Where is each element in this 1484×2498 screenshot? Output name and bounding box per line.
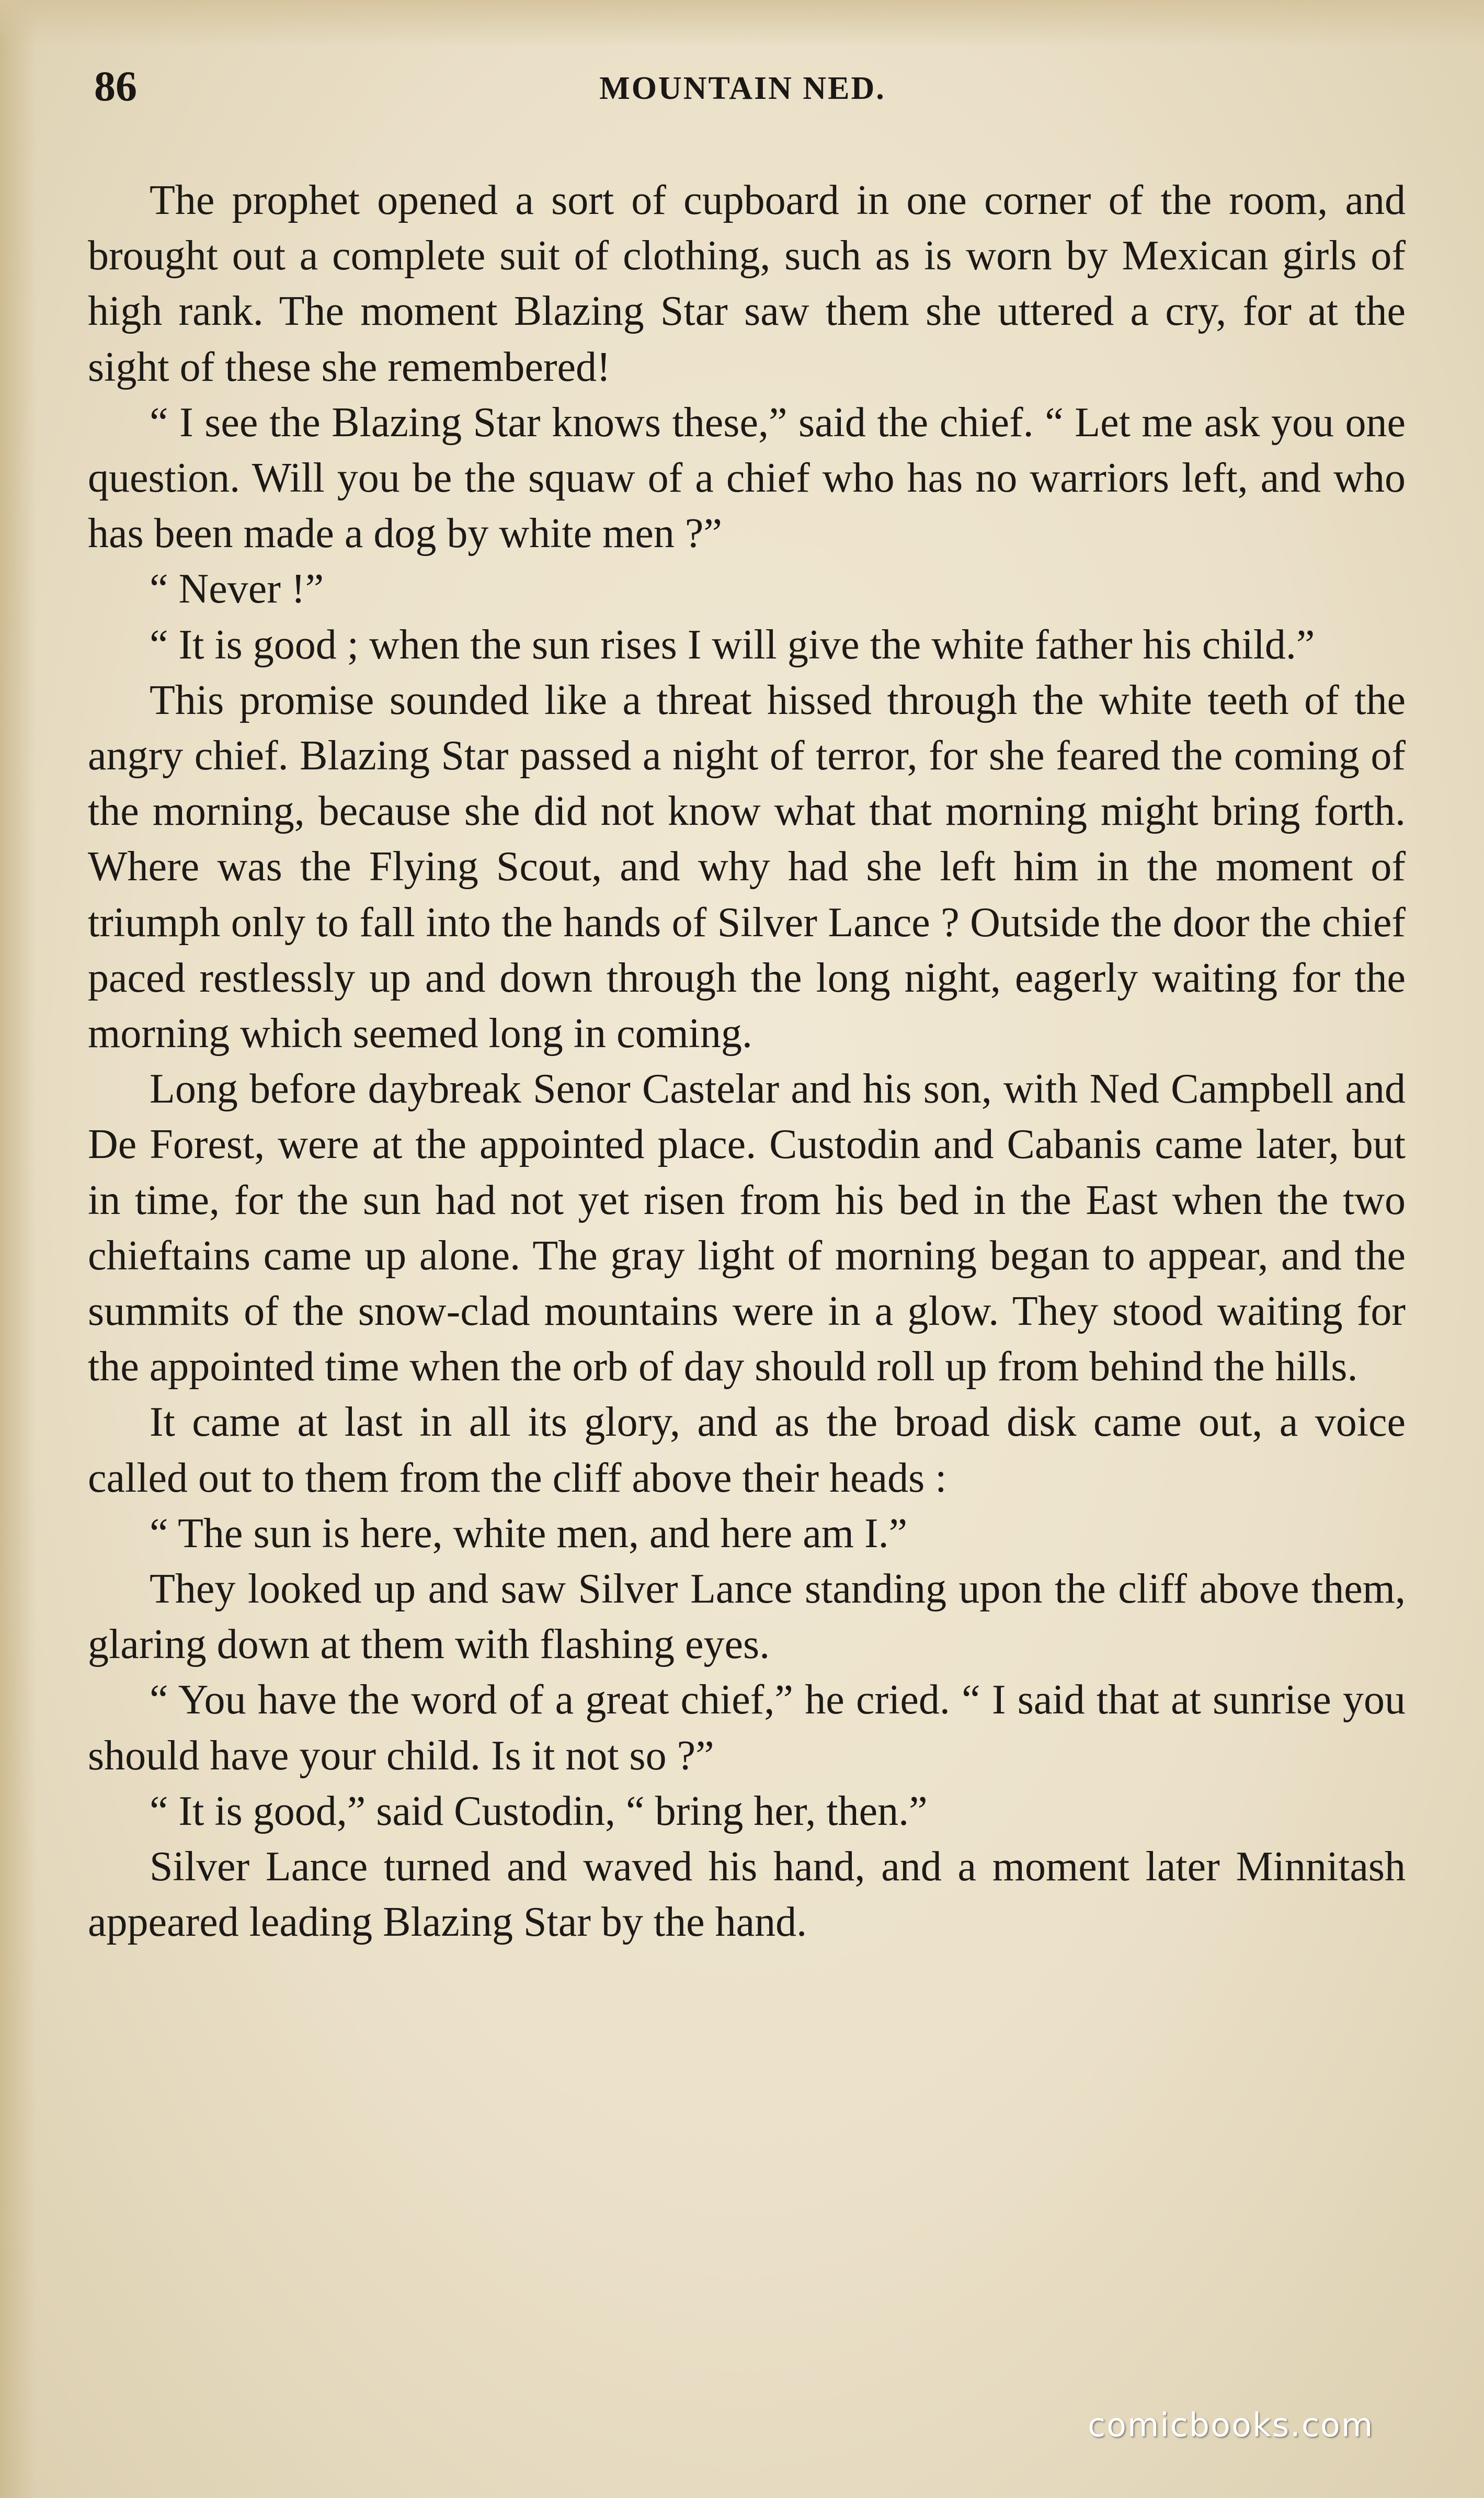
paragraph: It came at last in all its glory, and as the broad disk came out, a voice called out to them from the cliff above their heads : — [88, 1399, 1406, 1501]
paragraph: Long before daybreak Senor Castelar and his son, with Ned Campbell and De Forest, were at the appointed place. Custodin and Cabanis came later, but in time, for the sun had not yet risen from his bed in the East when the two chieftains came up alone. The gray light of morning began to appear, and the summits of the snow-clad mountains were in a glow. They stood waiting for the appointed time when the orb of day should roll up from behind the hills. — [88, 1066, 1406, 1390]
paragraph: Silver Lance turned and waved his hand, and a moment later Minnitash appeared leading Blazing Star by the hand. — [88, 1844, 1406, 1946]
paragraph: The prophet opened a sort of cupboard in one corner of the room, and brought out a complete suit of clothing, such as is worn by Mexican girls of high rank. The moment Blazing Star saw them she uttered a cry, for at the sight of these she remembered! — [88, 177, 1406, 390]
page-header — [78, 58, 1407, 115]
paragraph: “ It is good,” said Custodin, “ bring her, then.” — [150, 1788, 928, 1834]
paragraph: “ I see the Blazing Star knows these,” said the chief. “ Let me ask you one question. Will you be the squaw of a chief who has no warriors left, and who has been made a dog by white men ?” — [88, 399, 1406, 557]
paragraph: “ Never !” — [150, 566, 324, 612]
paragraph: “ The sun is here, white men, and here am I.” — [150, 1510, 908, 1557]
page-number: 86 — [94, 62, 137, 110]
paragraph: “ You have the word of a great chief,” he cried. “ I said that at sunrise you should have your child. Is it not so ?” — [88, 1677, 1406, 1779]
paragraph: They looked up and saw Silver Lance standing upon the cliff above them, glaring down at them with flashing eyes. — [88, 1566, 1406, 1668]
body-text — [88, 173, 1406, 1950]
watermark: comicbooks.com — [1088, 2406, 1374, 2444]
page-edge-shading — [0, 0, 37, 2498]
page-top-shading — [0, 0, 1484, 47]
running-head: MOUNTAIN NED. — [599, 71, 886, 106]
paragraph: “ It is good ; when the sun rises I will give the white father his child.” — [150, 621, 1315, 668]
paragraph: This promise sounded like a threat hissed through the white teeth of the angry chief. Blazing Star passed a night of terror, for she feared the coming of the morning, because she did not know what that morning might bring forth. Where was the Flying Scout, and why had she left him in the moment of triumph only to fall into the hands of Silver Lance ? Outside the door the chief paced restlessly up and down through the long night, eagerly waiting for the morning which seemed long in coming. — [88, 677, 1406, 1057]
